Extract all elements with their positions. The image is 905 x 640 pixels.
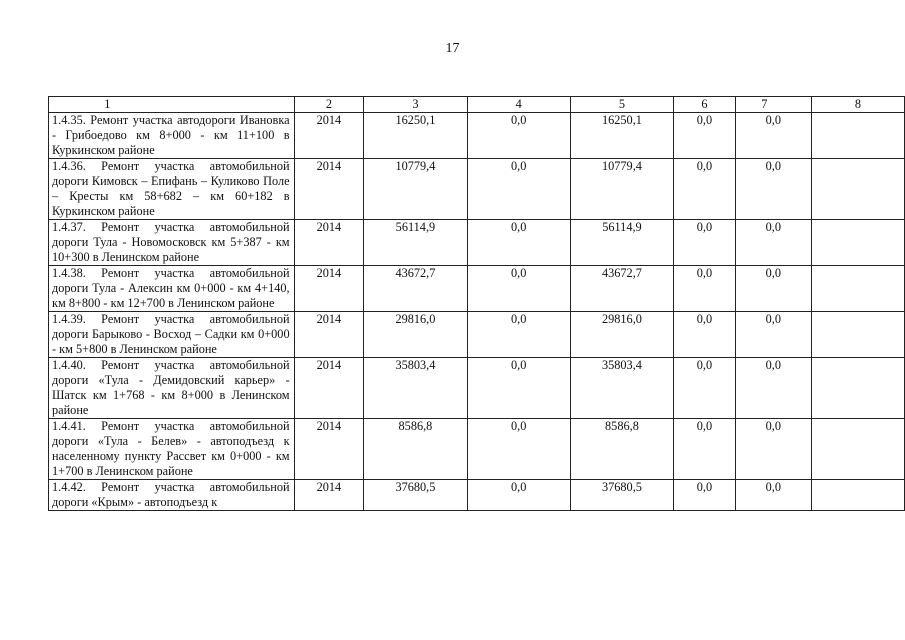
value-cell: 0,0 <box>467 312 570 358</box>
value-cell: 0,0 <box>674 480 736 511</box>
value-cell: 0,0 <box>735 312 811 358</box>
value-cell: 0,0 <box>735 419 811 480</box>
value-cell: 0,0 <box>674 266 736 312</box>
value-cell <box>811 220 904 266</box>
value-cell: 43672,7 <box>570 266 673 312</box>
value-cell: 10779,4 <box>570 159 673 220</box>
value-cell <box>811 113 904 159</box>
value-cell: 0,0 <box>735 358 811 419</box>
value-cell: 8586,8 <box>364 419 467 480</box>
table-row <box>49 266 905 312</box>
value-cell: 37680,5 <box>364 480 467 511</box>
road-description-cell: 1.4.41. Ремонт участка автомобильной дороги «Тула - Белев» - автоподъезд к населенному пункту Рассвет км 0+000 - км 1+700 в Ленинском районе <box>49 419 295 480</box>
column-header: 7 <box>735 97 811 113</box>
road-description-cell: 1.4.38. Ремонт участка автомобильной дороги Тула - Алексин км 0+000 - км 4+140, км 8+800 - км 12+700 в Ленинском районе <box>49 266 295 312</box>
value-cell: 16250,1 <box>570 113 673 159</box>
table-row <box>49 358 905 419</box>
value-cell: 0,0 <box>674 312 736 358</box>
value-cell: 43672,7 <box>364 266 467 312</box>
page-number: 17 <box>445 41 460 56</box>
value-cell: 0,0 <box>735 220 811 266</box>
column-header: 3 <box>364 97 467 113</box>
data-table <box>48 96 905 511</box>
value-cell: 0,0 <box>467 220 570 266</box>
value-cell: 0,0 <box>467 480 570 511</box>
value-cell: 0,0 <box>467 358 570 419</box>
column-header: 6 <box>674 97 736 113</box>
value-cell: 0,0 <box>467 419 570 480</box>
year-cell: 2014 <box>294 358 364 419</box>
table-header-row <box>49 97 905 113</box>
value-cell: 0,0 <box>735 159 811 220</box>
road-description-cell: 1.4.37. Ремонт участка автомобильной дороги Тула - Новомосковск км 5+387 - км 10+300 в Ленинском районе <box>49 220 295 266</box>
value-cell <box>811 312 904 358</box>
value-cell: 0,0 <box>674 159 736 220</box>
value-cell: 16250,1 <box>364 113 467 159</box>
table-container <box>48 96 905 560</box>
value-cell: 0,0 <box>467 266 570 312</box>
value-cell: 37680,5 <box>570 480 673 511</box>
column-header: 8 <box>811 97 904 113</box>
value-cell: 8586,8 <box>570 419 673 480</box>
value-cell: 0,0 <box>735 113 811 159</box>
table-row <box>49 113 905 159</box>
value-cell: 0,0 <box>674 113 736 159</box>
year-cell: 2014 <box>294 113 364 159</box>
value-cell: 29816,0 <box>364 312 467 358</box>
road-description-cell: 1.4.40. Ремонт участка автомобильной дороги «Тула - Демидовский карьер» - Шатск км 1+768 - км 8+000 в Ленинском районе <box>49 358 295 419</box>
year-cell: 2014 <box>294 480 364 511</box>
column-header: 4 <box>467 97 570 113</box>
value-cell: 0,0 <box>735 266 811 312</box>
value-cell <box>811 480 904 511</box>
value-cell <box>811 159 904 220</box>
road-description-cell: 1.4.35. Ремонт участка автодороги Ивановка - Грибоедово км 8+000 - км 11+100 в Куркинском районе <box>49 113 295 159</box>
value-cell: 0,0 <box>674 358 736 419</box>
value-cell <box>811 266 904 312</box>
value-cell: 0,0 <box>467 113 570 159</box>
value-cell <box>811 358 904 419</box>
table-row <box>49 312 905 358</box>
year-cell: 2014 <box>294 159 364 220</box>
column-header: 5 <box>570 97 673 113</box>
table-row <box>49 419 905 480</box>
value-cell: 56114,9 <box>570 220 673 266</box>
road-description-cell: 1.4.39. Ремонт участка автомобильной дороги Барыково - Восход – Садки км 0+000 - км 5+800 в Ленинском районе <box>49 312 295 358</box>
road-description-cell: 1.4.36. Ремонт участка автомобильной дороги Кимовск – Епифань – Куликово Поле – Кресты км 58+682 – км 60+182 в Куркинском районе <box>49 159 295 220</box>
value-cell: 35803,4 <box>364 358 467 419</box>
value-cell <box>811 419 904 480</box>
year-cell: 2014 <box>294 266 364 312</box>
year-cell: 2014 <box>294 312 364 358</box>
column-header: 1 <box>49 97 295 113</box>
value-cell: 35803,4 <box>570 358 673 419</box>
value-cell: 56114,9 <box>364 220 467 266</box>
value-cell: 0,0 <box>674 220 736 266</box>
value-cell: 29816,0 <box>570 312 673 358</box>
road-description-cell: 1.4.42. Ремонт участка автомобильной дороги «Крым» - автоподъезд к <box>49 480 295 511</box>
value-cell: 0,0 <box>674 419 736 480</box>
table-row <box>49 159 905 220</box>
value-cell: 10779,4 <box>364 159 467 220</box>
column-header: 2 <box>294 97 364 113</box>
value-cell: 0,0 <box>735 480 811 511</box>
table-row <box>49 480 905 511</box>
value-cell: 0,0 <box>467 159 570 220</box>
year-cell: 2014 <box>294 419 364 480</box>
table-row <box>49 220 905 266</box>
year-cell: 2014 <box>294 220 364 266</box>
